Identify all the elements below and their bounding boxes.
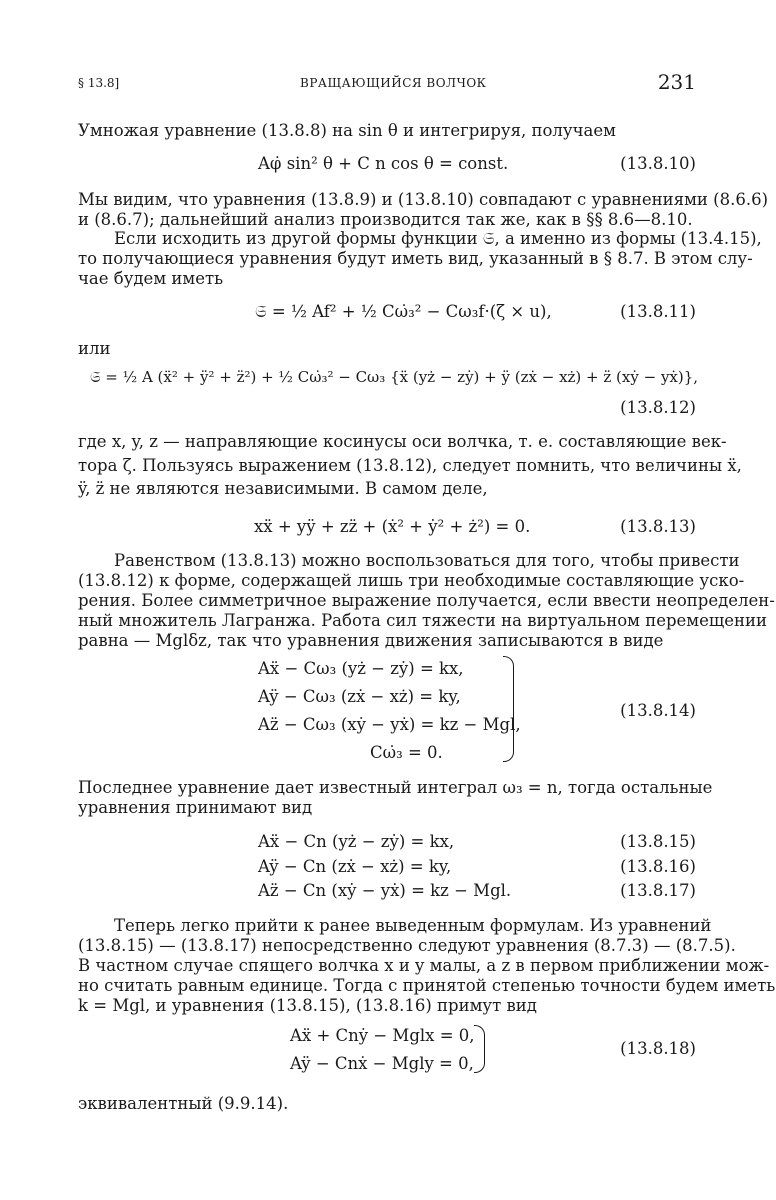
- paragraph-4-line-1: где x, y, z — направляющие косинусы оси волчка, т. е. составляющие век-: [78, 432, 727, 451]
- paragraph-4-line-2: тора ζ. Пользуясь выражением (13.8.12), следует помнить, что величины ẍ,: [78, 456, 742, 475]
- right-brace-2: [474, 1025, 485, 1073]
- equation-13-8-17: Az̈ − Cn (xẏ − yẋ) = kz − Mgl.: [258, 881, 512, 900]
- paragraph-5-line-3: рения. Более симметричное выражение получается, если ввести неопределен-: [78, 591, 775, 610]
- equation-number-13-8-10: (13.8.10): [620, 154, 696, 173]
- paragraph-6-line-2: уравнения принимают вид: [78, 798, 313, 817]
- equation-13-8-14-line-2: Aÿ − Cω₃ (zẋ − xż) = ky,: [258, 687, 461, 706]
- word-ili: или: [78, 339, 111, 358]
- equation-number-13-8-15: (13.8.15): [620, 832, 696, 851]
- equation-number-13-8-13: (13.8.13): [620, 517, 696, 536]
- equation-13-8-16: Aÿ − Cn (zẋ − xż) = ky,: [258, 857, 452, 876]
- running-title: ВРАЩАЮЩИЙСЯ ВОЛЧОК: [300, 76, 487, 90]
- page-number: 231: [657, 70, 696, 94]
- paragraph-1: Умножая уравнение (13.8.8) на sin θ и интегрируя, получаем: [78, 121, 616, 140]
- equation-number-13-8-16: (13.8.16): [620, 857, 696, 876]
- equation-number-13-8-18: (13.8.18): [620, 1039, 696, 1058]
- paragraph-3-line-1: Если исходить из другой формы функции 𝔖, а именно из формы (13.4.15),: [114, 229, 762, 248]
- paragraph-7-line-4: но считать равным единице. Тогда с принятой степенью точности будем иметь: [78, 976, 776, 995]
- equation-13-8-14-line-1: Aẍ − Cω₃ (yż − zẏ) = kx,: [258, 659, 464, 678]
- paragraph-7-line-3: В частном случае спящего волчка x и y малы, а z в первом приближении мож-: [78, 956, 770, 975]
- equation-number-13-8-11: (13.8.11): [620, 302, 696, 321]
- right-brace: [503, 656, 514, 762]
- equation-13-8-13: xẍ + yÿ + zz̈ + (ẋ² + ẏ² + ż²) = 0.: [254, 517, 531, 536]
- paragraph-4-line-3: ÿ, z̈ не являются независимыми. В самом деле,: [78, 479, 488, 498]
- paragraph-2-line-1: Мы видим, что уравнения (13.8.9) и (13.8.10) совпадают с уравнениями (8.6.6): [78, 190, 769, 209]
- section-marker: § 13.8]: [78, 76, 120, 90]
- paragraph-5-line-4: ный множитель Лагранжа. Работа сил тяжести на виртуальном перемещении: [78, 611, 768, 630]
- equation-13-8-10: Aφ̇ sin² θ + C n cos θ = const.: [258, 154, 509, 173]
- paragraph-6-line-1: Последнее уравнение дает известный интеграл ω₃ = n, тогда остальные: [78, 778, 713, 797]
- paragraph-3-line-2: то получающиеся уравнения будут иметь вид, указанный в § 8.7. В этом слу-: [78, 249, 753, 268]
- equation-13-8-14-line-3: Az̈ − Cω₃ (xẏ − yẋ) = kz − Mgl,: [258, 715, 521, 734]
- equation-13-8-14-line-4: Cω̇₃ = 0.: [370, 743, 443, 762]
- paragraph-8: эквивалентный (9.9.14).: [78, 1094, 289, 1113]
- paragraph-7-line-5: k = Mgl, и уравнения (13.8.15), (13.8.16) примут вид: [78, 996, 537, 1015]
- equation-number-13-8-17: (13.8.17): [620, 881, 696, 900]
- equation-number-13-8-14: (13.8.14): [620, 701, 696, 720]
- equation-13-8-12: 𝔖 = ½ A (ẍ² + ÿ² + z̈²) + ½ Cω̇₃² − Cω₃ {ẍ (yż − zẏ) + ÿ (zẋ − xż) + z̈ (xẏ − yẋ)},: [90, 368, 699, 386]
- paragraph-3-line-3: чае будем иметь: [78, 269, 224, 288]
- paragraph-5-line-1: Равенством (13.8.13) можно воспользоваться для того, чтобы привести: [114, 551, 740, 570]
- paragraph-7-line-2: (13.8.15) — (13.8.17) непосредственно следуют уравнения (8.7.3) — (8.7.5).: [78, 936, 736, 955]
- paragraph-5-line-2: (13.8.12) к форме, содержащей лишь три необходимые составляющие уско-: [78, 571, 745, 590]
- equation-number-13-8-12: (13.8.12): [620, 398, 696, 417]
- equation-13-8-11: 𝔖 = ½ Af² + ½ Cω̇₃² − Cω₃f·(ζ × u),: [255, 302, 552, 321]
- paragraph-7-line-1: Теперь легко прийти к ранее выведенным формулам. Из уравнений: [114, 916, 712, 935]
- equation-13-8-18-line-1: Aẍ + Cnẏ − Mglx = 0,: [290, 1026, 475, 1045]
- paragraph-5-line-5: равна — Mglδz, так что уравнения движения записываются в виде: [78, 631, 664, 650]
- equation-13-8-18-line-2: Aÿ − Cnẋ − Mgly = 0,: [290, 1054, 474, 1073]
- paragraph-2-line-2: и (8.6.7); дальнейший анализ производится так же, как в §§ 8.6—8.10.: [78, 210, 693, 229]
- equation-13-8-15: Aẍ − Cn (yż − zẏ) = kx,: [258, 832, 455, 851]
